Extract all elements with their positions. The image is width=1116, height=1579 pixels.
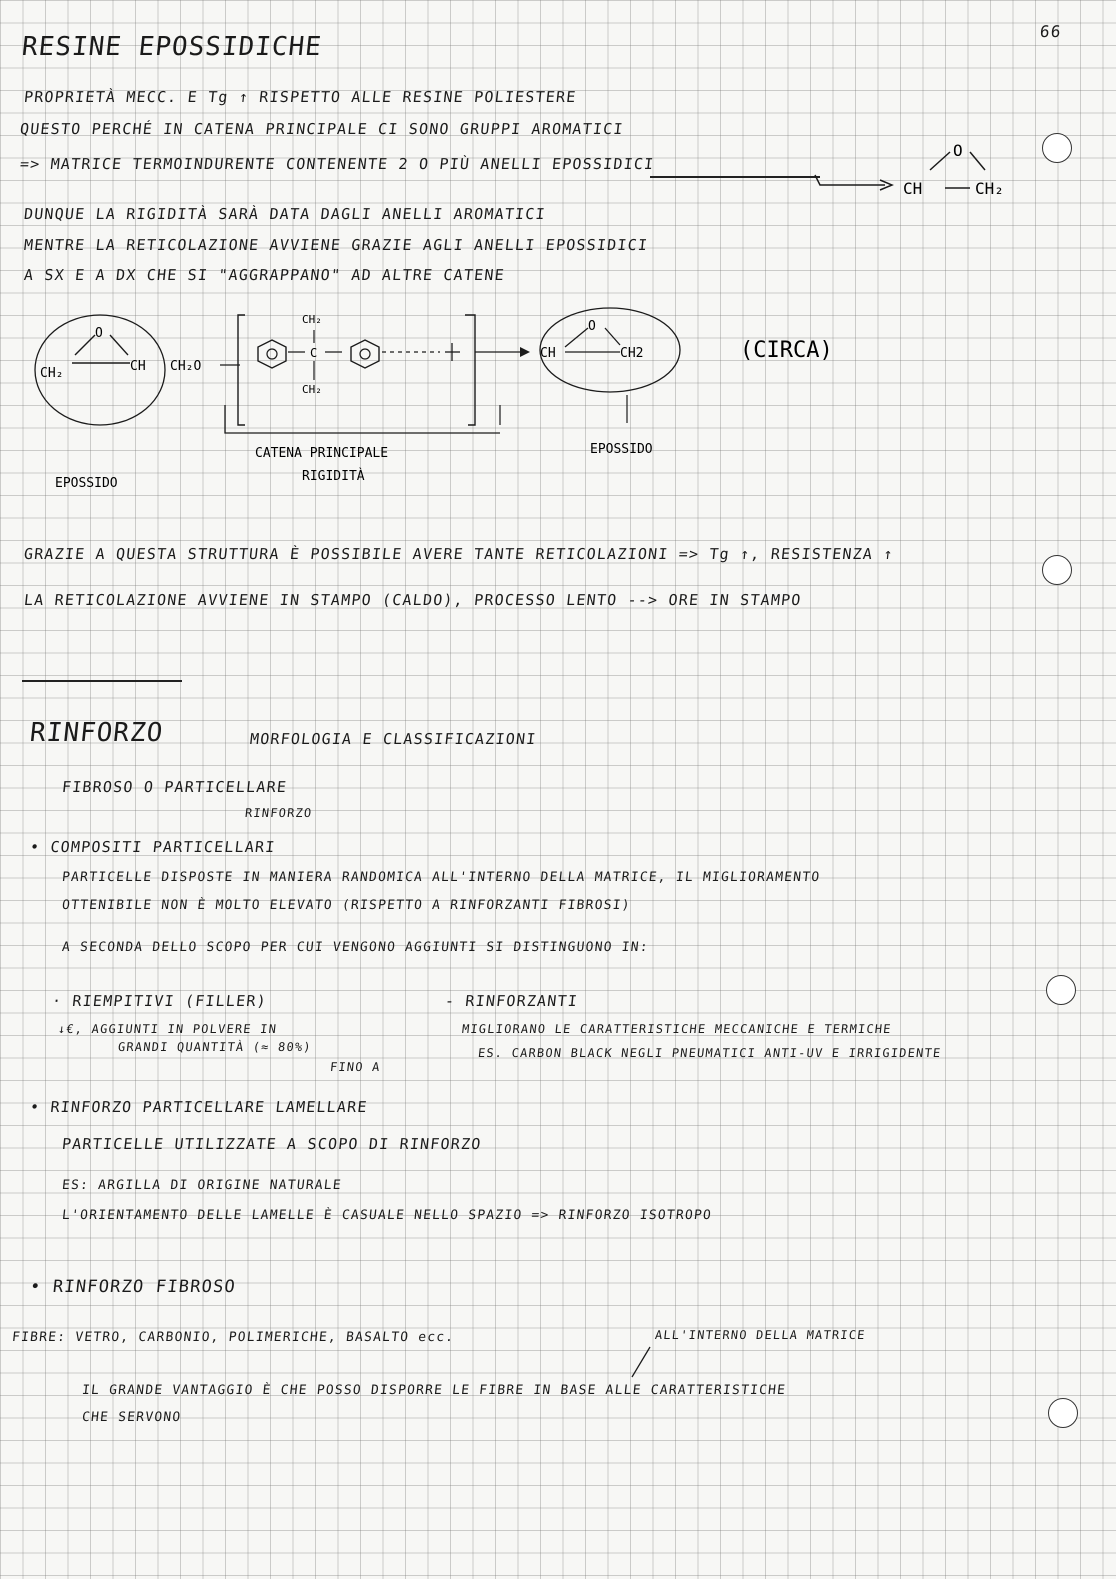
ring-o: O bbox=[953, 141, 963, 160]
left-ch2: CH₂ bbox=[40, 366, 64, 381]
reinforcing-line: MIGLIORANO LE CARATTERISTICHE MECCANICHE E TERMICHE bbox=[461, 1022, 893, 1036]
bullet-particellari: COMPOSITI PARTICELLARI bbox=[49, 838, 277, 856]
label-epoxide-right: EPOSSIDO bbox=[590, 442, 653, 457]
text-line: GRAZIE A QUESTA STRUTTURA È POSSIBILE AVERE TANTE RETICOLAZIONI => Tg ↑, RESISTENZA ↑ bbox=[23, 545, 895, 563]
text-line: CHE SERVONO bbox=[81, 1410, 183, 1425]
pointer-arrow bbox=[620, 1345, 660, 1385]
label-main-chain: CATENA PRINCIPALE bbox=[255, 446, 389, 461]
left-o: O bbox=[95, 326, 103, 341]
epoxy-structure-diagram bbox=[20, 295, 900, 505]
bullet-fibroso: RINFORZO FIBROSO bbox=[51, 1277, 237, 1297]
text-line: L'ORIENTAMENTO DELLE LAMELLE È CASUALE NELLO SPAZIO => RINFORZO ISOTROPO bbox=[61, 1208, 713, 1223]
bullet-heading: • RINFORZO FIBROSO bbox=[28, 1277, 237, 1297]
punch-hole bbox=[1046, 975, 1076, 1005]
text-line: DUNQUE LA RIGIDITÀ SARÀ DATA DAGLI ANELLI AROMATICI bbox=[23, 205, 547, 223]
text-line: FIBRE: VETRO, CARBONIO, POLIMERICHE, BASALTO ecc. bbox=[11, 1330, 456, 1345]
text-line: QUESTO PERCHÉ IN CATENA PRINCIPALE CI SONO GRUPPI AROMATICI bbox=[19, 120, 625, 138]
section-subtitle: MORFOLOGIA E CLASSIFICAZIONI bbox=[249, 730, 538, 748]
text-line: FIBROSO O PARTICELLARE bbox=[61, 778, 289, 796]
ring-right: CH₂ bbox=[975, 179, 1004, 198]
text-line: PROPRIETÀ MECC. E Tg ↑ RISPETTO ALLE RESINE POLIESTERE bbox=[23, 88, 578, 106]
punch-hole bbox=[1048, 1398, 1078, 1428]
bullet-heading: • COMPOSITI PARTICELLARI bbox=[29, 838, 277, 856]
text-line: PARTICELLE DISPOSTE IN MANIERA RANDOMICA ALL'INTERNO DELLA MATRICE, IL MIGLIORAMENTO bbox=[61, 870, 822, 885]
right-ch2: CH2 bbox=[620, 346, 644, 361]
reinforcing-line: ES. CARBON BLACK NEGLI PNEUMATICI ANTI-UV E IRRIGIDENTE bbox=[477, 1046, 943, 1060]
text-line: PARTICELLE UTILIZZATE A SCOPO DI RINFORZO bbox=[61, 1135, 483, 1153]
reinforcing-title: - RINFORZANTI bbox=[444, 992, 579, 1010]
bullet-lamellare: RINFORZO PARTICELLARE LAMELLARE bbox=[49, 1098, 369, 1116]
text-line: MENTRE LA RETICOLAZIONE AVVIENE GRAZIE AGLI ANELLI EPOSSIDICI bbox=[23, 236, 650, 254]
label-rigidity: RIGIDITÀ bbox=[302, 469, 365, 484]
text-line: ES: ARGILLA DI ORIGINE NATURALE bbox=[61, 1178, 343, 1193]
section-divider bbox=[22, 680, 182, 682]
text-line: IL GRANDE VANTAGGIO È CHE POSSO DISPORRE LE FIBRE IN BASE ALLE CARATTERISTICHE bbox=[81, 1383, 787, 1398]
text-line: OTTENIBILE NON È MOLTO ELEVATO (RISPETTO A RINFORZANTI FIBROSI) bbox=[61, 898, 632, 913]
fillers-line: ↓€, AGGIUNTI IN POLVERE IN bbox=[57, 1022, 278, 1036]
rinforzo-note: RINFORZO bbox=[244, 806, 314, 820]
text-line: A SECONDA DELLO SCOPO PER CUI VENGONO AGGIUNTI SI DISTINGUONO IN: bbox=[61, 940, 650, 955]
circa-note: (CIRCA) bbox=[740, 338, 833, 363]
epoxy-ring-formula bbox=[800, 130, 1060, 210]
section-title-epoxy: RESINE EPOSSIDICHE bbox=[20, 32, 324, 62]
text-line: A SX E A DX CHE SI "AGGRAPPANO" AD ALTRE CATENE bbox=[23, 266, 506, 284]
bullet-heading: • RINFORZO PARTICELLARE LAMELLARE bbox=[29, 1098, 369, 1116]
left-ch: CH bbox=[130, 359, 146, 374]
text-line: ALL'INTERNO DELLA MATRICE bbox=[654, 1328, 867, 1342]
text-line: => MATRICE TERMOINDURENTE CONTENENTE 2 O PIÙ ANELLI EPOSSIDICI bbox=[19, 155, 656, 173]
page-number: 66 bbox=[1039, 22, 1063, 41]
text-line: LA RETICOLAZIONE AVVIENE IN STAMPO (CALDO), PROCESSO LENTO --> ORE IN STAMPO bbox=[23, 591, 803, 609]
fillers-line: GRANDI QUANTITÀ (≈ 80%) bbox=[117, 1040, 313, 1054]
fillers-title: · RIEMPITIVI (FILLER) bbox=[51, 992, 268, 1010]
bottom-group: CH₂ bbox=[302, 383, 322, 396]
right-ch: CH bbox=[540, 346, 556, 361]
underline bbox=[650, 176, 820, 178]
left-link: CH₂O bbox=[170, 359, 202, 374]
label-epoxide-left: EPOSSIDO bbox=[55, 476, 118, 491]
top-group: CH₂ bbox=[302, 313, 322, 326]
punch-hole bbox=[1042, 555, 1072, 585]
fillers-line: FINO A bbox=[329, 1060, 382, 1074]
punch-hole bbox=[1042, 133, 1072, 163]
center-c: C bbox=[310, 346, 318, 360]
ring-left: CH bbox=[903, 179, 923, 198]
section-title-reinforcement: RINFORZO bbox=[28, 718, 165, 748]
right-o: O bbox=[588, 319, 596, 334]
